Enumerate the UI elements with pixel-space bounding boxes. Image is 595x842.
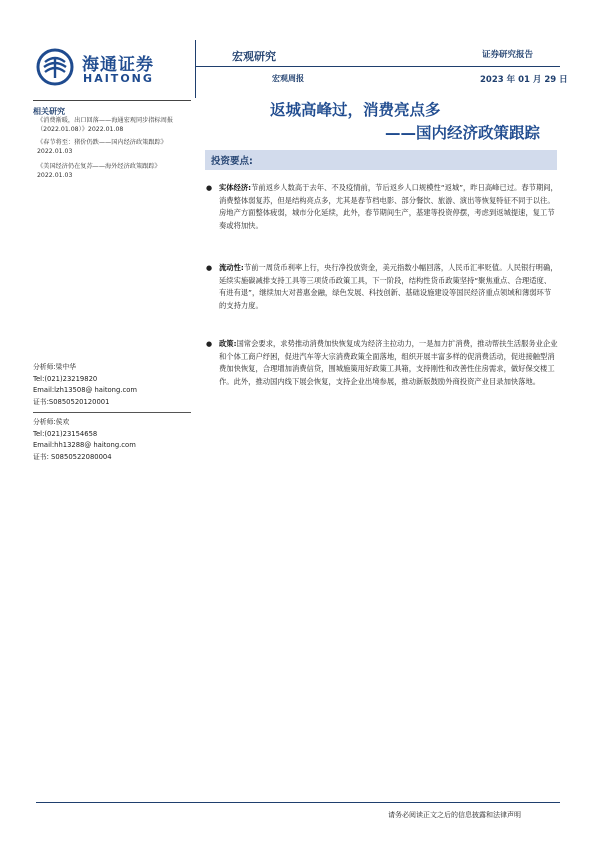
report-date: 2023 年 01 月 29 日: [480, 75, 568, 85]
point-label: 实体经济:: [219, 183, 252, 192]
report-type: 证券研究报告: [482, 50, 534, 60]
bullet-icon: ●: [206, 340, 213, 348]
related-research-item[interactable]: 《春节将至：猪价仍跌——国内经济政策跟踪》2022.01.03: [37, 139, 167, 155]
logo-name-en: HAITONG: [83, 72, 154, 85]
analyst-block: [33, 362, 193, 408]
header-vertical-divider: [195, 40, 196, 98]
point-text: 国常会要求，求势推动消费加快恢复成为经济主拉动力，一是加力扩消费，推动帮扶生活服务业企业和个体工商户纾困，促进汽车等大宗消费政策全面落地，组织开展丰富多样的促消费活动，促进接触型消费加快恢复，合理增加消费信贷，围城施策用好政策工具箱，支持刚性和改善性住房需求，做好保交楼工作。此外，推动国内线下展会恢复，支持企业出境参展，推动新版鼓励外商投资产业目录加快落地。: [219, 339, 558, 386]
related-research-item[interactable]: 《美国经济仍在复苏——海外经济政策跟踪》2022.01.03: [37, 163, 161, 179]
analyst-name: 分析师:梁中华: [33, 363, 77, 371]
report-subcategory: 宏观周报: [272, 74, 304, 83]
highlight-point: [206, 338, 558, 388]
section-title: 投资要点:: [211, 156, 253, 167]
point-text: 节前返乡人数高于去年、不及疫情前，节后返乡人口规模性“返城”，昨日高峰已过。春节期间，消费整体弱复苏，但是结构亮点多，尤其是春节档电影、部分餐饮、旅游、演出等恢复特征不同于以往。房地产方面整体疲弱，城市分化延续，此外，春节期间生产，基建等投资停摆，考虑到返城提速，复工节奏或将加快。: [219, 183, 558, 230]
bullet-icon: ●: [206, 184, 213, 192]
analyst-cert: 证书: S0850522080004: [33, 452, 112, 461]
report-subtitle: ——国内经济政策跟踪: [385, 124, 541, 142]
footer-disclaimer: 请务必阅读正文之后的信息披露和法律声明: [388, 811, 521, 819]
highlight-point: [206, 262, 558, 312]
highlight-point: [206, 182, 558, 232]
analyst-email[interactable]: Email:lzh13508@ haitong.com: [33, 386, 137, 395]
footer-divider: [36, 802, 560, 803]
investment-highlights-header: [205, 150, 557, 170]
sidebar-top-divider: [33, 100, 191, 101]
analyst-email[interactable]: Email:hh13288@ haitong.com: [33, 441, 136, 450]
report-category: 宏观研究: [232, 50, 276, 63]
analyst-block: [33, 417, 193, 463]
point-label: 流动性:: [219, 263, 244, 272]
point-label: 政策:: [219, 339, 237, 348]
analyst-cert: 证书:S0850520120001: [33, 397, 110, 406]
company-logo: [36, 48, 186, 88]
analyst-tel: Tel:(021)23219820: [33, 374, 98, 383]
analyst-tel: Tel:(021)23154658: [33, 429, 98, 438]
bullet-icon: ●: [206, 264, 213, 272]
point-text: 节前一周货币利率上行，央行净投放资金，美元指数小幅回落，人民币汇率贬值。人民银行明确，延续实施碳减排支持工具等三项货币政策工具，下一阶段，结构性货币政策坚持“聚焦重点、合理适度、有进有退”，继续加大对普惠金融，绿色发展、科技创新、基础设施建设等国民经济重点领域和薄弱环节的支持力度。: [219, 263, 558, 310]
logo-name-cn: 海通证券: [82, 55, 154, 75]
haitong-logo-icon: [36, 48, 74, 86]
related-research-item[interactable]: 《消费渐暖，出口回落——海通宏观同步指标周报（2022.01.08）》2022.01.08: [37, 117, 174, 133]
related-research-heading: 相关研究: [33, 107, 65, 116]
header-horizontal-divider: [195, 66, 560, 67]
analyst-name: 分析师:侯欢: [33, 418, 70, 426]
report-title: 返城高峰过，消费亮点多: [270, 101, 441, 119]
analyst-divider: [33, 412, 191, 413]
